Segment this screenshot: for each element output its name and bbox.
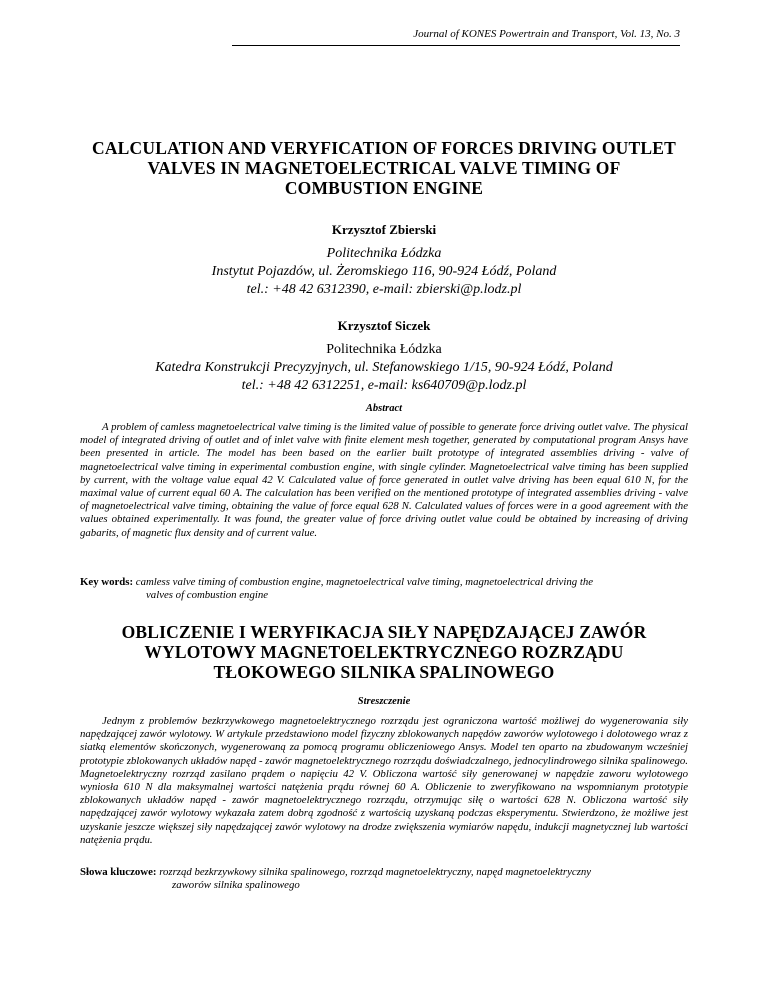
author2-affil-line1: Politechnika Łódzka xyxy=(326,342,442,357)
title-pl xyxy=(80,622,688,682)
header-rule xyxy=(232,45,680,46)
title-pl-line2: WYLOTOWY MAGNETOELEKTRYCZNEGO ROZRZĄDU xyxy=(144,642,624,662)
author1-affiliation xyxy=(80,245,688,299)
streszczenie-text: Jednym z problemów bezkrzywkowego magnetoelektrycznego rozrządu jest ograniczona wartość możliwej do wygenerowania siły napędzającej zawór wylotowy. W artykule przedstawiono model fizyczny zblokowanych napędów zaworów wylotowego i dolotowego wraz z siatką elementów skończonych, wygenerowaną za pomocą programu obliczeniowego Ansys. Model ten oparto na zbudowanym wcześniej prototypie zblokowanych układów napęd - zawór magnetoelektrycznego rozrządu doświadczalnego, jednocylindrowego silnika spalinowego. Magnetoelektryczny rozrząd zasilano prądem o napięciu 42 V. Obliczona wartość siły generowanej w napędzie zaworu wylotowego wyniosła 610 N dla maksymalnej wartości natężenia prądu równej 60 A. Obliczenie to zweryfikowano na wspomnianym prototypie zblokowanych układów napęd - zawór magnetoelektrycznego rozrządu, otrzymując siłę o wartości 628 N. Obliczona wartość siły napędzającej zawór wylotowy wykazała zatem dobrą zgodność z wartością uzyskaną podczas eksperymentu. Stwierdzono, że możliwe jest uzyskanie jeszcze większej siły napędzającej zawór wylotowy na drodze zwiększenia wymiarów napędu, indukcji magnetycznej lub wartości natężenia prądu. xyxy=(80,715,688,846)
author1-name: Krzysztof Zbierski xyxy=(331,222,437,237)
author2-affil-line2: Katedra Konstrukcji Precyzyjnych, ul. Stefanowskiego 1/15, 90-924 Łódź, Poland xyxy=(155,360,613,375)
title-en-line3: COMBUSTION ENGINE xyxy=(284,178,484,198)
abstract-text: A problem of camless magnetoelectrical valve timing is the limited value of possible to generate force driving outlet valve. The physical model of integrated driving of outlet and of inlet valve with finite element mesh together, generated by computational program Ansys have been presented in article. The model has been based on the earlier built prototype of integrated assemblies driving - valve of magnetoelectrical valve timing in experimental combustion engine, with single cylinder. Magnetoelectrical valve timing has been supplied by current, with the voltage value equal 42 V. Calculated value of force generated in outlet valve driving has been equal 610 N, for the maximal value of current equal 60 A. The calculation has been verified on the mentioned prototype of integrated assemblies driving - valve of magnetoelectrical valve timing, obtaining the value of force equal 628 N. Calculated values of forces were in a good agreement with the values obtained experimentally. It was found, the greater value of force driving outlet value could be obtained by increasing of driving gabarits, of magnetic flux density and of current value. xyxy=(80,421,688,539)
author1-affil-line2: Instytut Pojazdów, ul. Żeromskiego 116, 90-924 Łódź, Poland xyxy=(211,264,557,279)
title-pl-line3: TŁOKOWEGO SILNIKA SPALINOWEGO xyxy=(213,662,555,682)
author2-affiliation xyxy=(80,341,688,395)
title-pl-line1: OBLICZENIE I WERYFIKACJA SIŁY NAPĘDZAJĄCEJ ZAWÓR xyxy=(121,622,647,642)
title-en xyxy=(80,138,688,198)
author1-affil-line3: tel.: +48 42 6312390, e-mail: zbierski@p.lodz.pl xyxy=(246,282,522,297)
keywords-en-label: Key words: xyxy=(80,576,134,588)
keywords-pl-line2: zaworów silnika spalinowego xyxy=(172,879,300,892)
journal-header: Journal of KONES Powertrain and Transport, Vol. 13, No. 3 xyxy=(413,28,680,40)
author1-affil-line1: Politechnika Łódzka xyxy=(326,246,442,261)
streszczenie-heading: Streszczenie xyxy=(357,696,411,707)
keywords-pl xyxy=(80,866,688,892)
author2-affil-line3: tel.: +48 42 6312251, e-mail: ks640709@p.lodz.pl xyxy=(241,378,527,393)
abstract-heading: Abstract xyxy=(365,403,403,414)
title-en-line1: CALCULATION AND VERYFICATION OF FORCES DRIVING OUTLET xyxy=(92,138,676,158)
keywords-en xyxy=(80,576,688,602)
keywords-pl-line1: rozrząd bezkrzywkowy silnika spalinowego, rozrząd magnetoelektryczny, napęd magnetoelektryczny xyxy=(159,866,592,878)
author2-name: Krzysztof Siczek xyxy=(337,318,431,333)
keywords-en-line1: camless valve timing of combustion engine, magnetoelectrical valve timing, magnetoelectrical driving the xyxy=(135,576,594,588)
keywords-pl-label: Słowa kluczowe: xyxy=(80,866,157,878)
title-en-line2: VALVES IN MAGNETOELECTRICAL VALVE TIMING OF xyxy=(147,158,621,178)
keywords-en-line2: valves of combustion engine xyxy=(146,589,269,602)
